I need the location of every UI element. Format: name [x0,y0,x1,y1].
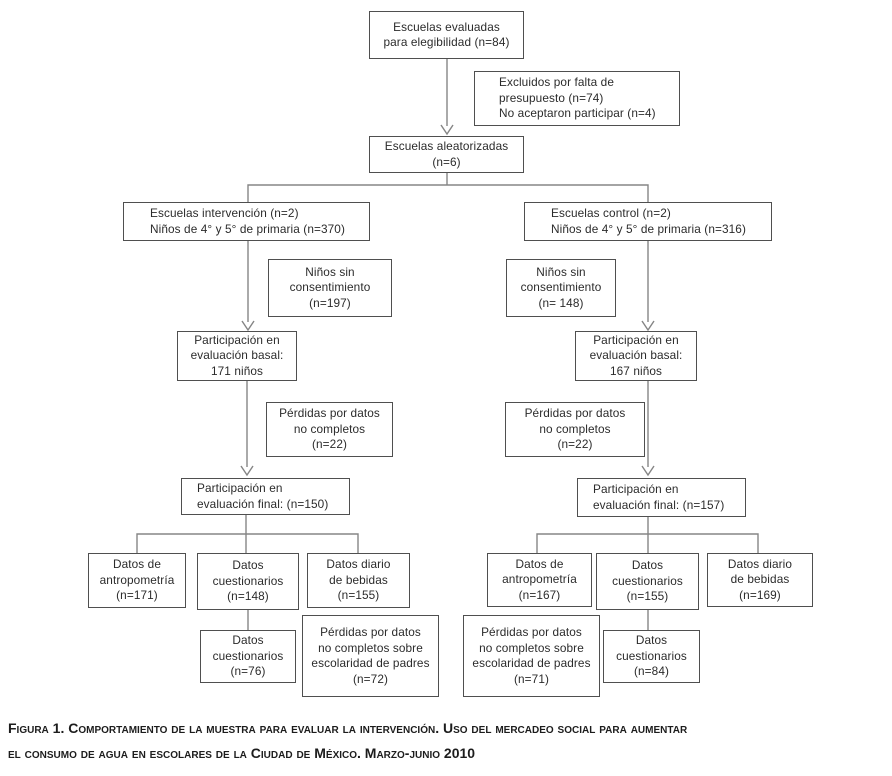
text-line: consentimiento [520,280,602,295]
text-line: evaluación final: (n=150) [197,496,329,511]
text-line: (n=22) [311,437,348,452]
text-line: presupuesto (n=74) [499,90,604,105]
text-line: Niños de 4° y 5° de primaria (n=316) [551,221,746,236]
caption-line: el consumo de agua en escolares de la Ciudad de México. Marzo-junio 2010 [8,745,476,761]
box-escuelas-intervencion [123,202,370,241]
text-line: Datos [232,633,264,648]
text-line: cuestionarios [212,648,284,663]
box-diario-bebidas-izq [307,553,410,608]
arrowhead-baseline-left [242,321,254,330]
arrowhead-randomized [441,125,453,134]
text-line: de bebidas [730,572,790,587]
text-line: Pérdidas por datos [279,406,380,421]
text-line: cuestionarios [612,573,683,588]
text-line: Excluidos por falta de [499,75,614,90]
text-line: antropometría [502,572,577,587]
text-line: no completos sobre [479,640,584,655]
text-line: antropometría [99,572,175,587]
text-line: (n=72) [352,671,389,686]
text-line: Escuelas control (n=2) [551,206,671,220]
arrowhead-final-right [642,466,654,475]
box-antropometria-der [487,553,592,607]
text-line: Participación en [593,482,679,496]
text-line: evaluación basal: [190,348,284,363]
text-line: (n=171) [116,588,158,603]
text-line: Datos [232,558,264,573]
box-escuelas-control [524,202,772,241]
arrowhead-baseline-right [642,321,654,330]
text-line: Pérdidas por datos [481,625,582,639]
text-line: consentimiento [289,280,371,295]
arrowhead-final-left [241,466,253,475]
text-line: (n=6) [432,154,461,169]
text-line: (n=22) [557,437,593,452]
text-line: (n=71) [513,671,550,686]
box-cuestionarios-izq [197,553,299,610]
text-line: 167 niños [609,363,663,378]
text-line: Pérdidas por datos [524,406,626,421]
text-line: Niños sin [536,264,586,279]
text-line: Participación en [194,332,280,347]
text-line: Participación en [593,332,679,347]
box-sin-consentimiento-der [506,259,616,317]
text-line: (n=197) [309,295,351,310]
box-cuestionarios-der [596,553,699,610]
box-perdidas-escolaridad-der [463,615,600,697]
box-antropometria-izq [88,553,186,608]
text-line: Datos diario [727,556,793,571]
box-perdidas-datos-der [505,402,645,457]
box-perdidas-datos-izq [266,402,393,457]
text-line: Datos diario [326,557,391,572]
text-line: no completos sobre [318,640,423,655]
text-line: evaluación basal: [589,348,683,363]
caption-line: Figura 1. Comportamiento de la muestra para evaluar la intervención. Uso del mercadeo social para aumentar [8,720,688,736]
text-line: no completos [293,421,366,436]
text-line: (n=169) [739,587,781,602]
text-line: Escuelas intervención (n=2) [150,206,299,220]
box-excluidos [474,71,680,126]
text-line: (n=84) [633,664,670,679]
text-line: evaluación final: (n=157) [593,497,725,512]
text-line: para elegibilidad (n=84) [383,35,510,49]
box-sin-consentimiento-izq [268,259,392,317]
box-cuestionarios2-izq [200,630,296,683]
line-final-left-split [137,534,358,553]
text-line: escolaridad de padres [311,656,430,670]
text-line: Niños sin [305,264,355,279]
text-line: (n=155) [626,589,669,604]
text-line: Datos [631,558,664,573]
line-branch-split [248,185,648,202]
box-diario-bebidas-der [707,553,813,607]
text-line: (n=148) [227,589,269,604]
text-line: Pérdidas por datos [320,625,421,639]
text-line: escolaridad de padres [472,656,591,670]
text-line: (n= 148) [538,295,584,310]
text-line: de bebidas [329,572,388,587]
text-line: Participación en [197,481,283,495]
text-line: Niños de 4° y 5° de primaria (n=370) [150,221,345,236]
box-perdidas-escolaridad-izq [302,615,439,697]
text-line: cuestionarios [616,648,687,663]
text-line: Escuelas aleatorizadas [384,139,509,153]
text-line: cuestionarios [212,573,284,588]
box-evaluacion-final-izq [181,478,350,515]
text-line: (n=155) [337,588,380,603]
text-line: No aceptaron participar (n=4) [499,106,656,121]
box-evaluacion-basal-der [575,331,697,381]
box-cuestionarios2-der [603,630,700,683]
box-evaluacion-basal-izq [177,331,297,381]
text-line: Datos de [515,556,564,571]
text-line: (n=167) [518,587,561,602]
text-line: 171 niños [210,363,264,378]
figure-caption [8,716,687,766]
text-line: no completos [539,421,611,436]
box-escuelas-aleatorizadas [369,136,524,173]
text-line: Escuelas evaluadas [393,19,500,34]
text-line: Datos de [112,557,162,572]
text-line: Datos [635,633,668,648]
box-escuelas-evaluadas [369,11,524,59]
text-line: (n=76) [230,664,266,679]
box-evaluacion-final-der [577,478,746,517]
